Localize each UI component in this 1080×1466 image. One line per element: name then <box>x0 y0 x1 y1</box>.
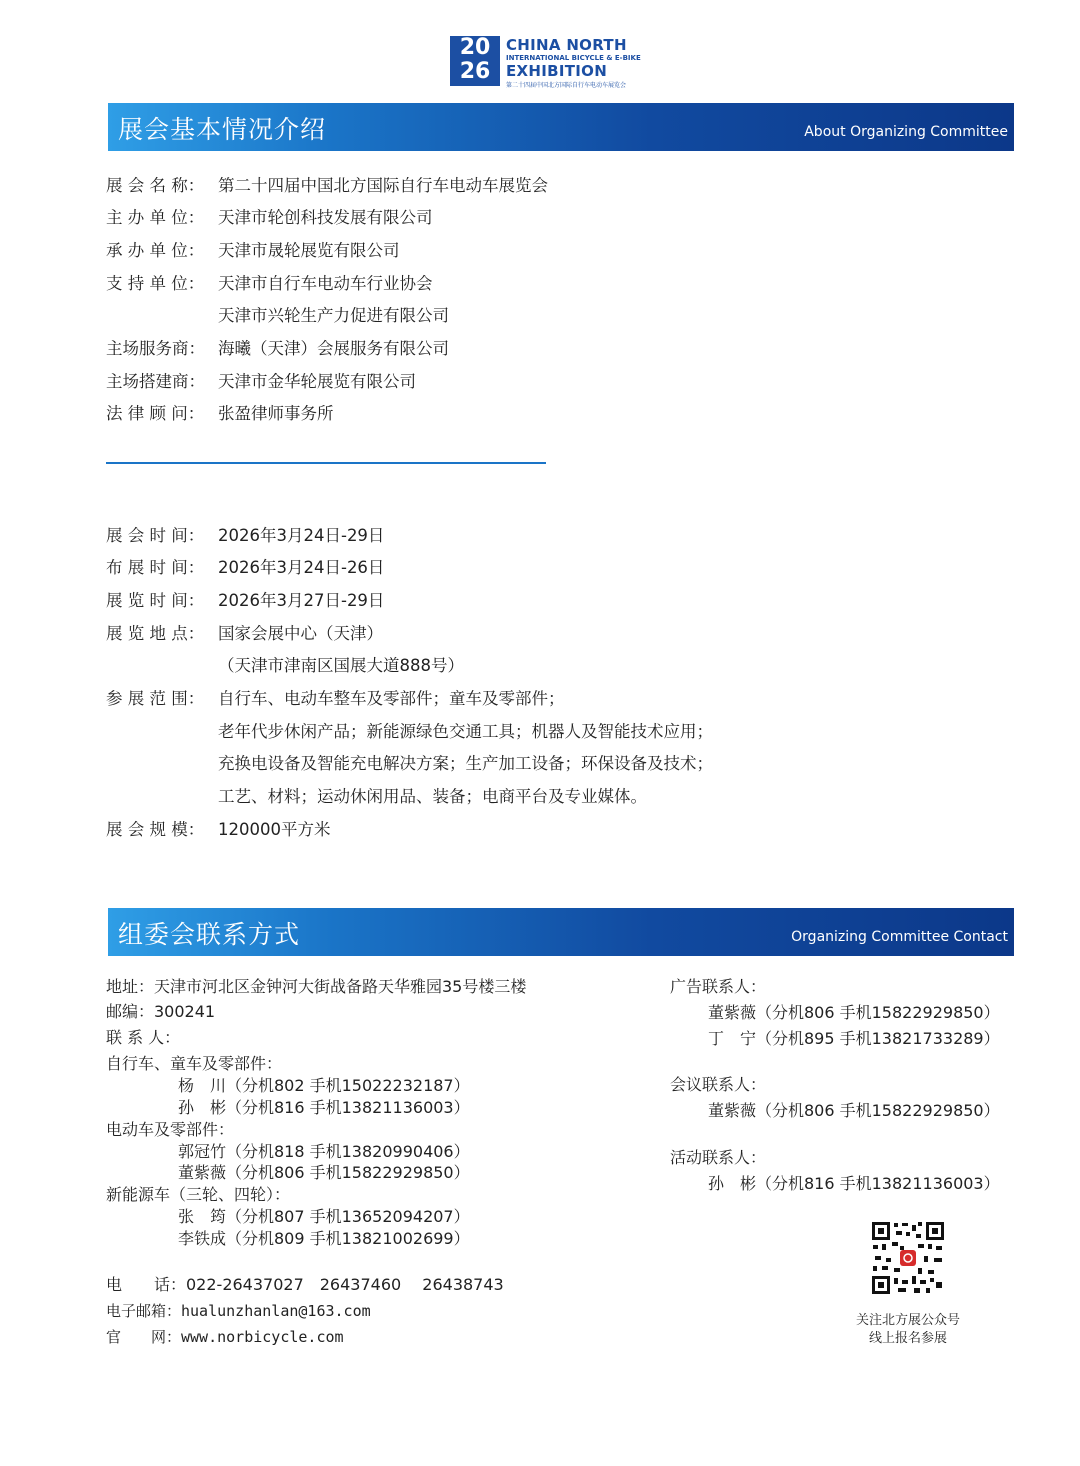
contact-person: 杨 川（分机802 手机15022232187） <box>178 1076 470 1095</box>
info-row <box>106 783 647 811</box>
row-value: 国家会展中心（天津） <box>218 624 383 643</box>
info-row <box>106 237 400 265</box>
section-title-en: Organizing Committee Contact <box>791 929 1008 945</box>
info-row <box>106 522 384 550</box>
contact-person: 董紫薇（分机806 手机15822929850） <box>708 1101 1000 1120</box>
row-value: 2026年3月24日-29日 <box>218 526 385 545</box>
info-row <box>106 270 433 298</box>
row-value: 120000平方米 <box>218 820 331 839</box>
info-row <box>106 718 713 746</box>
info-row <box>106 172 548 200</box>
row-label: 主 办 单 位： <box>106 208 205 227</box>
contact-person: 郭冠竹（分机818 手机13820990406） <box>178 1142 470 1161</box>
info-row <box>106 335 449 363</box>
section-header-basic-info <box>108 103 1014 151</box>
row-value: 工艺、材料；运动休闲用品、装备；电商平台及专业媒体。 <box>218 787 647 806</box>
contact-person: 丁 宁（分机895 手机13821733289） <box>708 1029 1000 1048</box>
info-row <box>106 750 713 778</box>
row-value: 天津市自行车电动车行业协会 <box>218 274 433 293</box>
logo-line-2: INTERNATIONAL BICYCLE & E-BIKE <box>506 54 641 62</box>
info-row <box>106 587 384 615</box>
info-row <box>106 302 449 330</box>
contact-person: 董紫薇（分机806 手机15822929850） <box>708 1003 1000 1022</box>
exhibition-logo <box>450 36 640 90</box>
row-label: 展 览 地 点： <box>106 624 205 643</box>
row-value: 天津市金华轮展览有限公司 <box>218 372 416 391</box>
email-line[interactable]: 电子邮箱：hualunzhanlan@163.com <box>106 1302 371 1320</box>
qr-caption-line-1: 关注北方展公众号 <box>855 1313 960 1328</box>
row-label: 法 律 顾 问： <box>106 404 205 423</box>
contact-group-title: 活动联系人： <box>670 1148 767 1167</box>
logo-year-block <box>450 36 500 86</box>
row-value: 2026年3月27日-29日 <box>218 591 385 610</box>
row-value: 天津市轮创科技发展有限公司 <box>218 208 433 227</box>
contact-person: 张 筠（分机807 手机13652094207） <box>178 1207 470 1226</box>
section-divider <box>106 462 546 464</box>
logo-year-top: 20 <box>459 35 491 60</box>
contact-group-title: 会议联系人： <box>670 1075 767 1094</box>
info-row <box>106 816 331 844</box>
address: 地址：天津市河北区金钟河大街战备路天华雅园35号楼三楼 <box>106 977 527 996</box>
website-line[interactable]: 官 网：www.norbicycle.com <box>106 1328 344 1346</box>
section-title-en: About Organizing Committee <box>804 124 1008 140</box>
row-value: 天津市兴轮生产力促进有限公司 <box>218 306 449 325</box>
logo-line-4: 第二十四届中国北方国际自行车电动车展览会 <box>506 82 627 89</box>
row-label: 支 持 单 位： <box>106 274 205 293</box>
row-value: 天津市晟轮展览有限公司 <box>218 241 400 260</box>
contacts-label: 联 系 人： <box>106 1028 181 1047</box>
qr-caption-line-2: 线上报名参展 <box>868 1331 947 1346</box>
row-value: 自行车、电动车整车及零部件；童车及零部件； <box>218 689 565 708</box>
row-label: 主场搭建商： <box>106 372 205 391</box>
contact-person: 董紫薇（分机806 手机15822929850） <box>178 1163 470 1182</box>
section-header-contact <box>108 908 1014 956</box>
contact-group-title: 自行车、童车及零部件： <box>106 1054 283 1073</box>
info-row <box>106 554 384 582</box>
row-label: 展 会 时 间： <box>106 526 205 545</box>
row-value: 第二十四届中国北方国际自行车电动车展览会 <box>218 176 548 195</box>
qr-caption <box>820 1312 996 1348</box>
row-value: 2026年3月24日-26日 <box>218 558 385 577</box>
section-title: 组委会联系方式 <box>118 920 301 949</box>
row-label: 展 会 规 模： <box>106 820 205 839</box>
logo-line-1: CHINA NORTH <box>506 36 627 54</box>
row-label: 承 办 单 位： <box>106 241 205 260</box>
row-label: 主场服务商： <box>106 339 205 358</box>
contact-person: 孙 彬（分机816 手机13821136003） <box>178 1098 470 1117</box>
row-value: （天津市津南区国展大道888号） <box>218 656 464 675</box>
contact-group-title: 电动车及零部件： <box>106 1120 235 1139</box>
section-title: 展会基本情况介绍 <box>118 115 327 144</box>
info-row <box>106 652 464 680</box>
logo-year-bottom: 26 <box>459 59 491 84</box>
phone-line: 电 话：022-26437027 26437460 26438743 <box>106 1275 504 1294</box>
row-value: 张盈律师事务所 <box>218 404 334 423</box>
info-row <box>106 204 433 232</box>
qr-code-icon[interactable] <box>870 1220 946 1296</box>
row-label: 展 览 时 间： <box>106 591 205 610</box>
contact-group-title: 广告联系人： <box>670 977 767 996</box>
info-row <box>106 368 416 396</box>
contact-group-title: 新能源车（三轮、四轮）： <box>106 1185 291 1204</box>
info-row <box>106 685 565 713</box>
contact-person: 孙 彬（分机816 手机13821136003） <box>708 1174 1000 1193</box>
row-label: 布 展 时 间： <box>106 558 205 577</box>
row-value: 老年代步休闲产品；新能源绿色交通工具；机器人及智能技术应用； <box>218 722 713 741</box>
row-value: 海曦（天津）会展服务有限公司 <box>218 339 449 358</box>
info-row <box>106 400 334 428</box>
contact-person: 李铁成（分机809 手机13821002699） <box>178 1229 470 1248</box>
postcode: 邮编：300241 <box>106 1002 216 1021</box>
info-row <box>106 620 383 648</box>
logo-line-3: EXHIBITION <box>506 62 608 80</box>
row-label: 展 会 名 称： <box>106 176 205 195</box>
row-label: 参 展 范 围： <box>106 689 205 708</box>
row-value: 充换电设备及智能充电解决方案；生产加工设备；环保设备及技术； <box>218 754 713 773</box>
